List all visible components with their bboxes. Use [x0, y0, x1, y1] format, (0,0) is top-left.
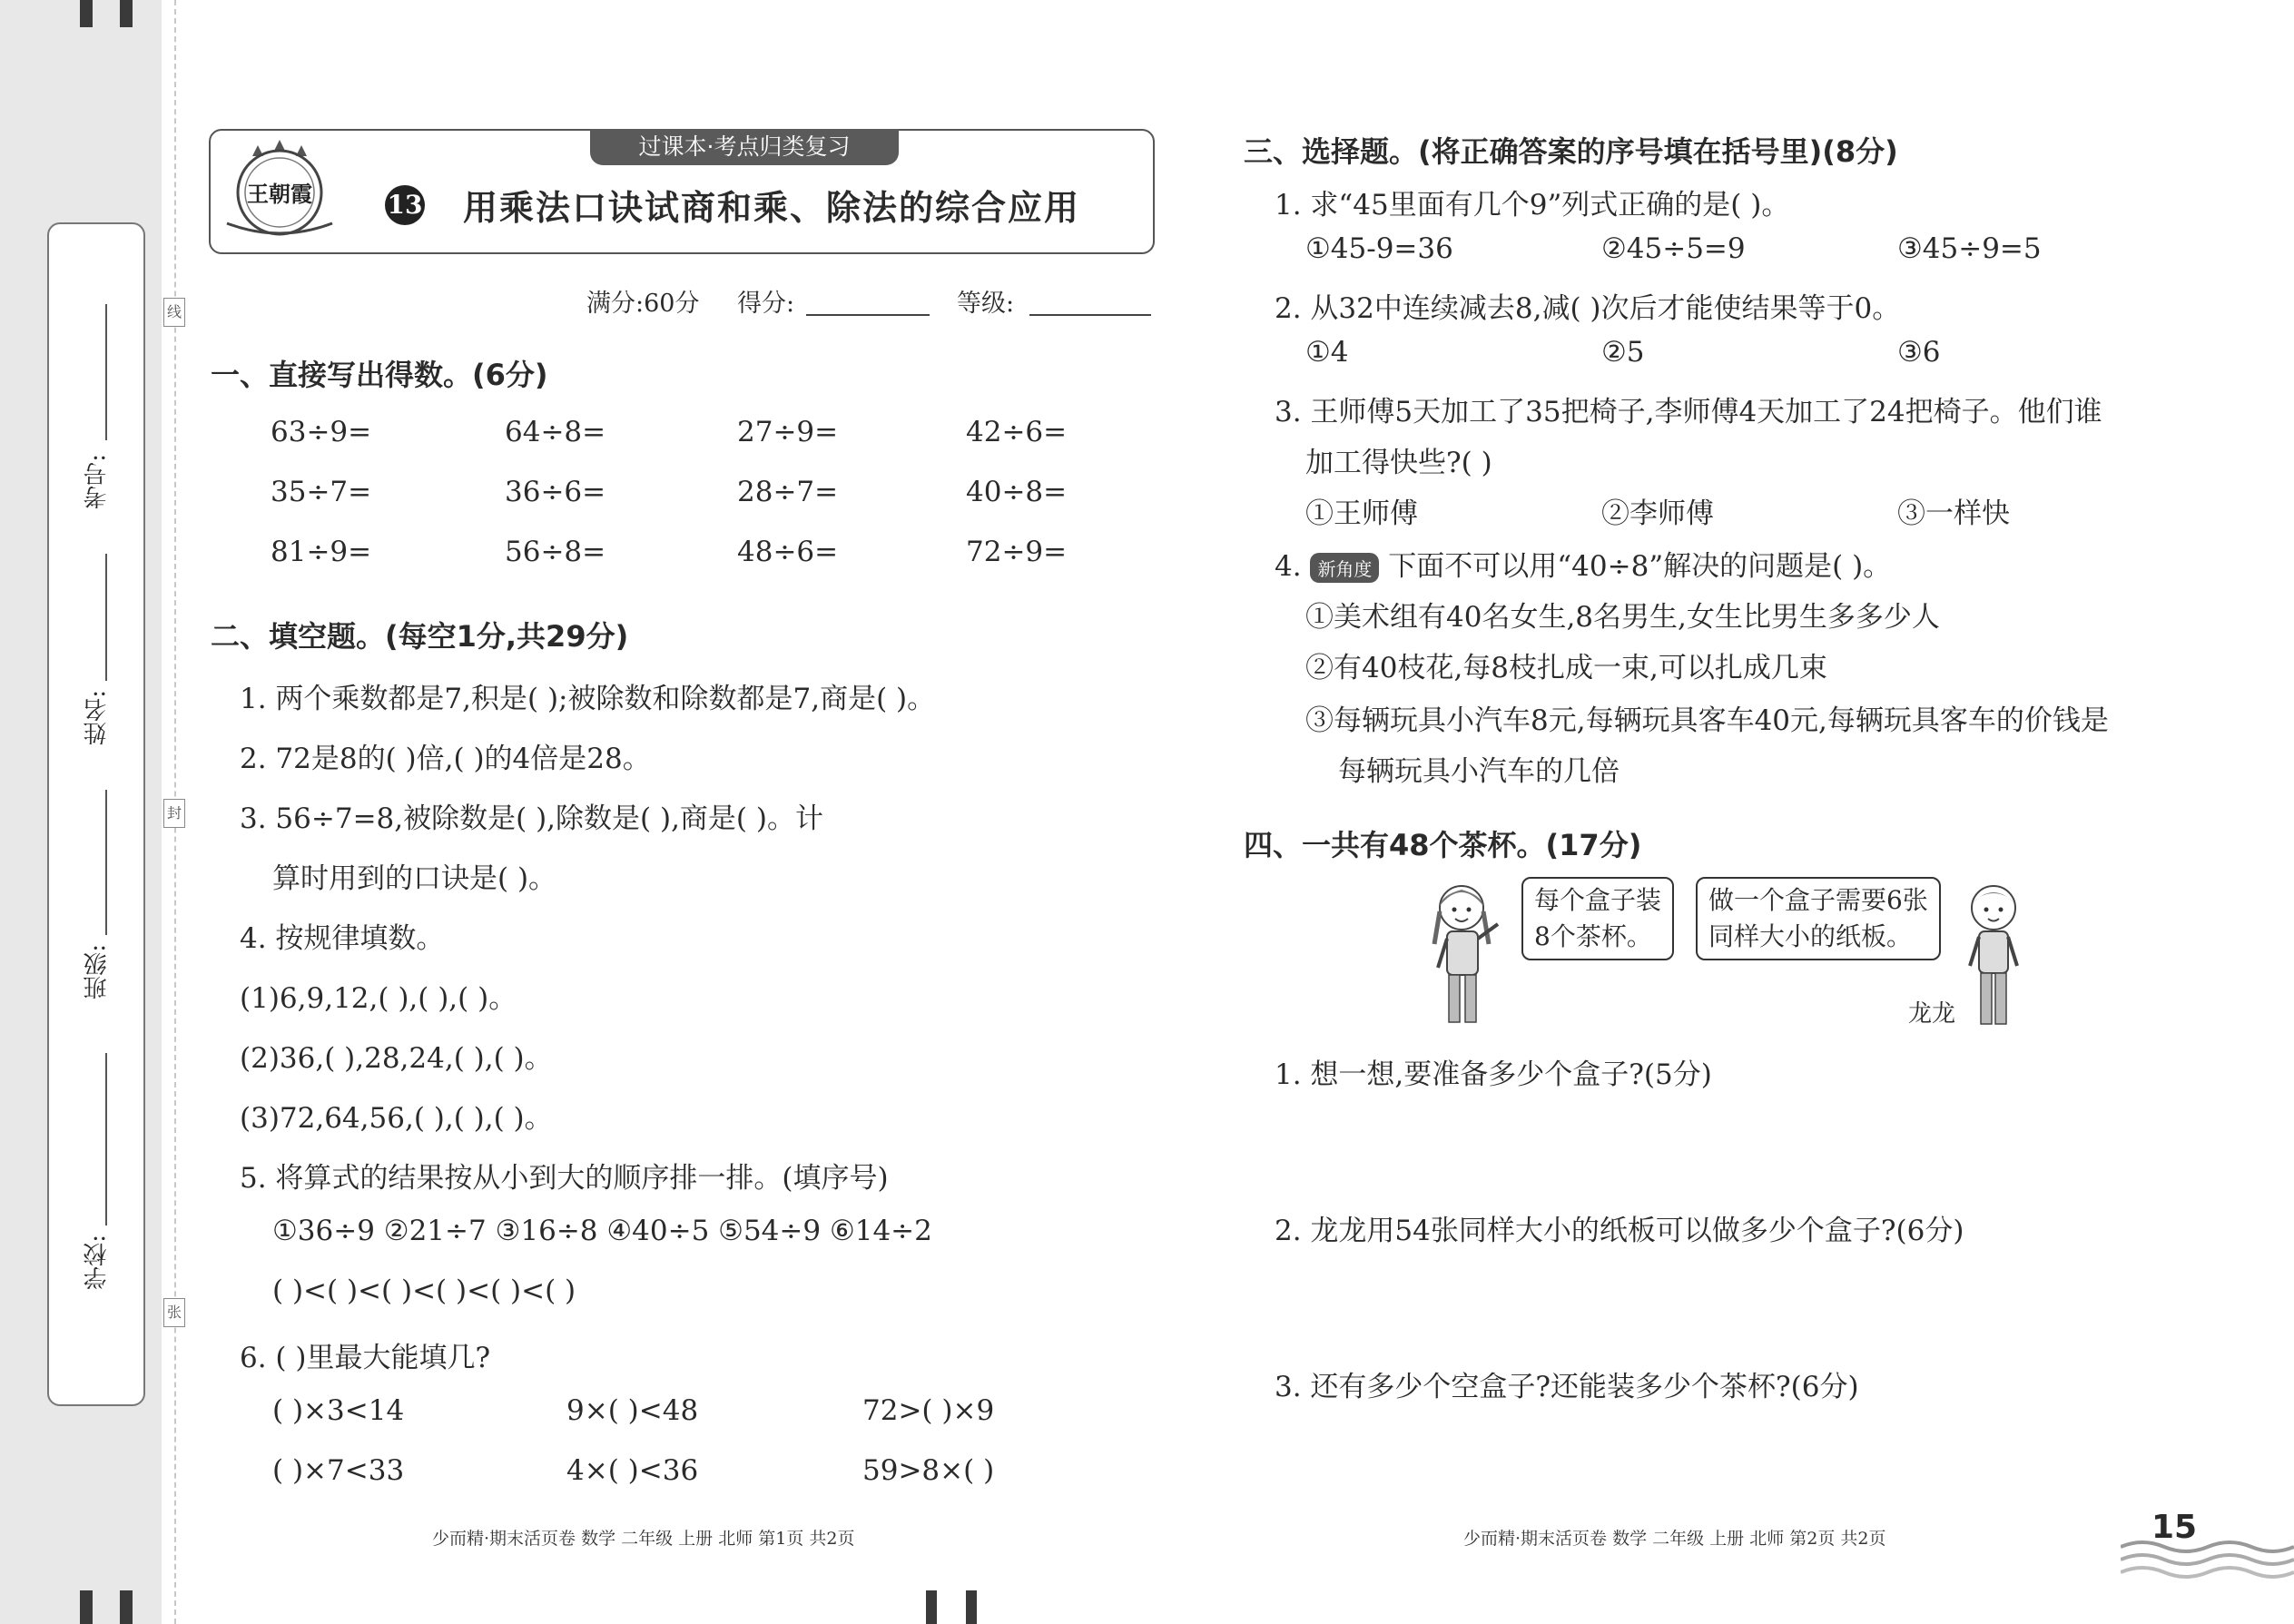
seal-char: 线 [163, 298, 185, 327]
girl-speech-line: 每个盒子装 [1534, 885, 1662, 915]
calc-item[interactable]: 63÷9= [271, 416, 372, 448]
boy-speech-bubble [1696, 877, 1941, 960]
choice-q3[interactable]: 3. 王师傅5天加工了35把椅子,李师傅4天加工了24把椅子。他们谁 [1275, 396, 2102, 428]
calc-item[interactable]: 64÷8= [505, 416, 606, 448]
fill-q1[interactable]: 1. 两个乘数都是7,积是( );被除数和除数都是7,商是( )。 [240, 683, 936, 715]
girl-illustration [1425, 879, 1501, 1033]
seal-char: 封 [163, 799, 185, 828]
choice-q3-cont[interactable]: 加工得快些?( ) [1305, 447, 1492, 479]
boy-illustration [1961, 879, 2026, 1033]
choice-option[interactable]: ③6 [1897, 336, 1941, 369]
calc-item[interactable]: 28÷7= [737, 476, 839, 508]
fill-q6-item[interactable]: 9×( )<48 [566, 1394, 699, 1427]
lesson-title: 用乘法口诀试商和乘、除法的综合应用 [463, 188, 1081, 228]
new-angle-badge: 新角度 [1310, 553, 1379, 583]
calc-item[interactable]: 36÷6= [505, 476, 606, 508]
publisher-logo [222, 136, 338, 243]
choice-option[interactable]: ③一样快 [1897, 497, 2010, 530]
word-problem-q1[interactable]: 1. 想一想,要准备多少个盒子?(5分) [1275, 1058, 1712, 1091]
section-3-title: 三、选择题。(将正确答案的序号填在括号里)(8分) [1244, 134, 1898, 169]
calc-item[interactable]: 72÷9= [966, 536, 1068, 568]
word-problem-q2[interactable]: 2. 龙龙用54张同样大小的纸板可以做多少个盒子?(6分) [1275, 1215, 1964, 1247]
calc-item[interactable]: 40÷8= [966, 476, 1068, 508]
boy-speech-line: 同样大小的纸板。 [1708, 921, 1913, 951]
choice-q4-text: 下面不可以用“40÷8”解决的问题是( )。 [1388, 550, 1892, 583]
fold-mark [926, 1590, 937, 1624]
choice-option[interactable]: ③45÷9=5 [1897, 232, 2042, 265]
binding-mark-bottom [80, 1590, 93, 1624]
fill-q2[interactable]: 2. 72是8的( )倍,( )的4倍是28。 [240, 743, 651, 775]
calc-item[interactable]: 27÷9= [737, 416, 839, 448]
choice-option[interactable]: ①王师傅 [1305, 497, 1418, 530]
choice-option-cont: 每辆玩具小汽车的几倍 [1338, 755, 1620, 788]
section-2-title: 二、填空题。(每空1分,共29分) [211, 619, 629, 654]
grade-blank[interactable] [1029, 287, 1151, 316]
binding-mark-top [80, 0, 93, 27]
choice-option[interactable]: ②李师傅 [1601, 497, 1714, 530]
fill-q5-order[interactable]: ( )<( )<( )<( )<( )<( ) [272, 1275, 576, 1307]
choice-option[interactable]: ①45-9=36 [1305, 232, 1453, 265]
choice-option[interactable]: ①美术组有40名女生,8名男生,女生比男生多多少人 [1305, 601, 1940, 634]
class-label: 班级: [84, 944, 111, 999]
fill-q5: 5. 将算式的结果按从小到大的顺序排一排。(填序号) [240, 1162, 889, 1195]
header-tab: 过课本·考点归类复习 [590, 129, 899, 165]
fill-q5-items: ①36÷9 ②21÷7 ③16÷8 ④40÷5 ⑤54÷9 ⑥14÷2 [272, 1215, 932, 1247]
fill-q6-item[interactable]: 59>8×( ) [862, 1454, 995, 1487]
binding-mark-top [120, 0, 133, 27]
lesson-number-badge: 13 [385, 185, 425, 225]
fill-q6-item[interactable]: ( )×7<33 [272, 1454, 405, 1487]
section-4-title: 四、一共有48个茶杯。(17分) [1244, 828, 1642, 862]
fill-q6-item[interactable]: ( )×3<14 [272, 1394, 405, 1427]
footer-right: 少而精·期末活页卷 数学 二年级 上册 北师 第2页 共2页 [1463, 1529, 1886, 1549]
choice-q1[interactable]: 1. 求“45里面有几个9”列式正确的是( )。 [1275, 189, 1790, 221]
exam-no-line[interactable] [105, 304, 107, 440]
binding-mark-bottom [120, 1590, 133, 1624]
fill-q4-2[interactable]: (2)36,( ),28,24,( ),( )。 [240, 1042, 553, 1075]
calc-item[interactable]: 42÷6= [966, 416, 1068, 448]
fill-q4-3[interactable]: (3)72,64,56,( ),( ),( )。 [240, 1102, 553, 1135]
footer-left: 少而精·期末活页卷 数学 二年级 上册 北师 第1页 共2页 [432, 1529, 855, 1549]
exam-no-label: 考号: [84, 454, 111, 509]
fill-q6-item[interactable]: 72>( )×9 [862, 1394, 995, 1427]
calc-item[interactable]: 56÷8= [505, 536, 606, 568]
school-line[interactable] [105, 1053, 107, 1225]
girl-speech-bubble [1521, 877, 1674, 960]
boy-speech-line: 做一个盒子需要6张 [1708, 885, 1928, 915]
section-1-title: 一、直接写出得数。(6分) [211, 358, 548, 392]
student-info-box [47, 222, 145, 1406]
fill-q3-cont[interactable]: 算时用到的口诀是( )。 [272, 862, 557, 895]
word-problem-q3[interactable]: 3. 还有多少个空盒子?还能装多少个茶杯?(6分) [1275, 1371, 1859, 1403]
choice-option[interactable]: ③每辆玩具小汽车8元,每辆玩具客车40元,每辆玩具客车的价钱是 [1305, 704, 2109, 737]
svg-text:王朝霞: 王朝霞 [247, 181, 312, 207]
grade-label: 等级: [957, 290, 1015, 318]
choice-q2[interactable]: 2. 从32中连续减去8,减( )次后才能使结果等于0。 [1275, 292, 1901, 325]
calc-item[interactable]: 35÷7= [271, 476, 372, 508]
fill-q4-1[interactable]: (1)6,9,12,( ),( ),( )。 [240, 982, 517, 1015]
score-label: 得分: [737, 290, 795, 318]
fill-q6-item[interactable]: 4×( )<36 [566, 1454, 699, 1487]
fill-q3[interactable]: 3. 56÷7=8,被除数是( ),除数是( ),商是( )。计 [240, 802, 823, 835]
choice-q4[interactable] [1275, 543, 1891, 584]
boy-name-label: 龙龙 [1908, 1000, 1956, 1028]
choice-option[interactable]: ②有40枝花,每8枝扎成一束,可以扎成几束 [1305, 652, 1827, 684]
full-score: 满分:60分 [586, 290, 700, 318]
name-label: 姓名: [84, 690, 111, 745]
name-line[interactable] [105, 554, 107, 681]
wave-decoration [2121, 1530, 2294, 1594]
choice-option[interactable]: ②5 [1601, 336, 1645, 369]
fill-q4: 4. 按规律填数。 [240, 922, 445, 955]
page-number: 15 [2151, 1509, 2198, 1546]
score-blank[interactable] [806, 287, 930, 316]
calc-item[interactable]: 81÷9= [271, 536, 372, 568]
choice-option[interactable]: ①4 [1305, 336, 1349, 369]
class-line[interactable] [105, 790, 107, 935]
seal-char: 张 [163, 1298, 185, 1327]
calc-item[interactable]: 48÷6= [737, 536, 839, 568]
fill-q6: 6. ( )里最大能填几? [240, 1342, 491, 1374]
school-label: 学校: [84, 1235, 111, 1290]
fold-mark [966, 1590, 977, 1624]
choice-option[interactable]: ②45÷5=9 [1601, 232, 1746, 265]
girl-speech-line: 8个茶杯。 [1534, 921, 1652, 951]
choice-q4-number: 4. [1275, 550, 1302, 583]
